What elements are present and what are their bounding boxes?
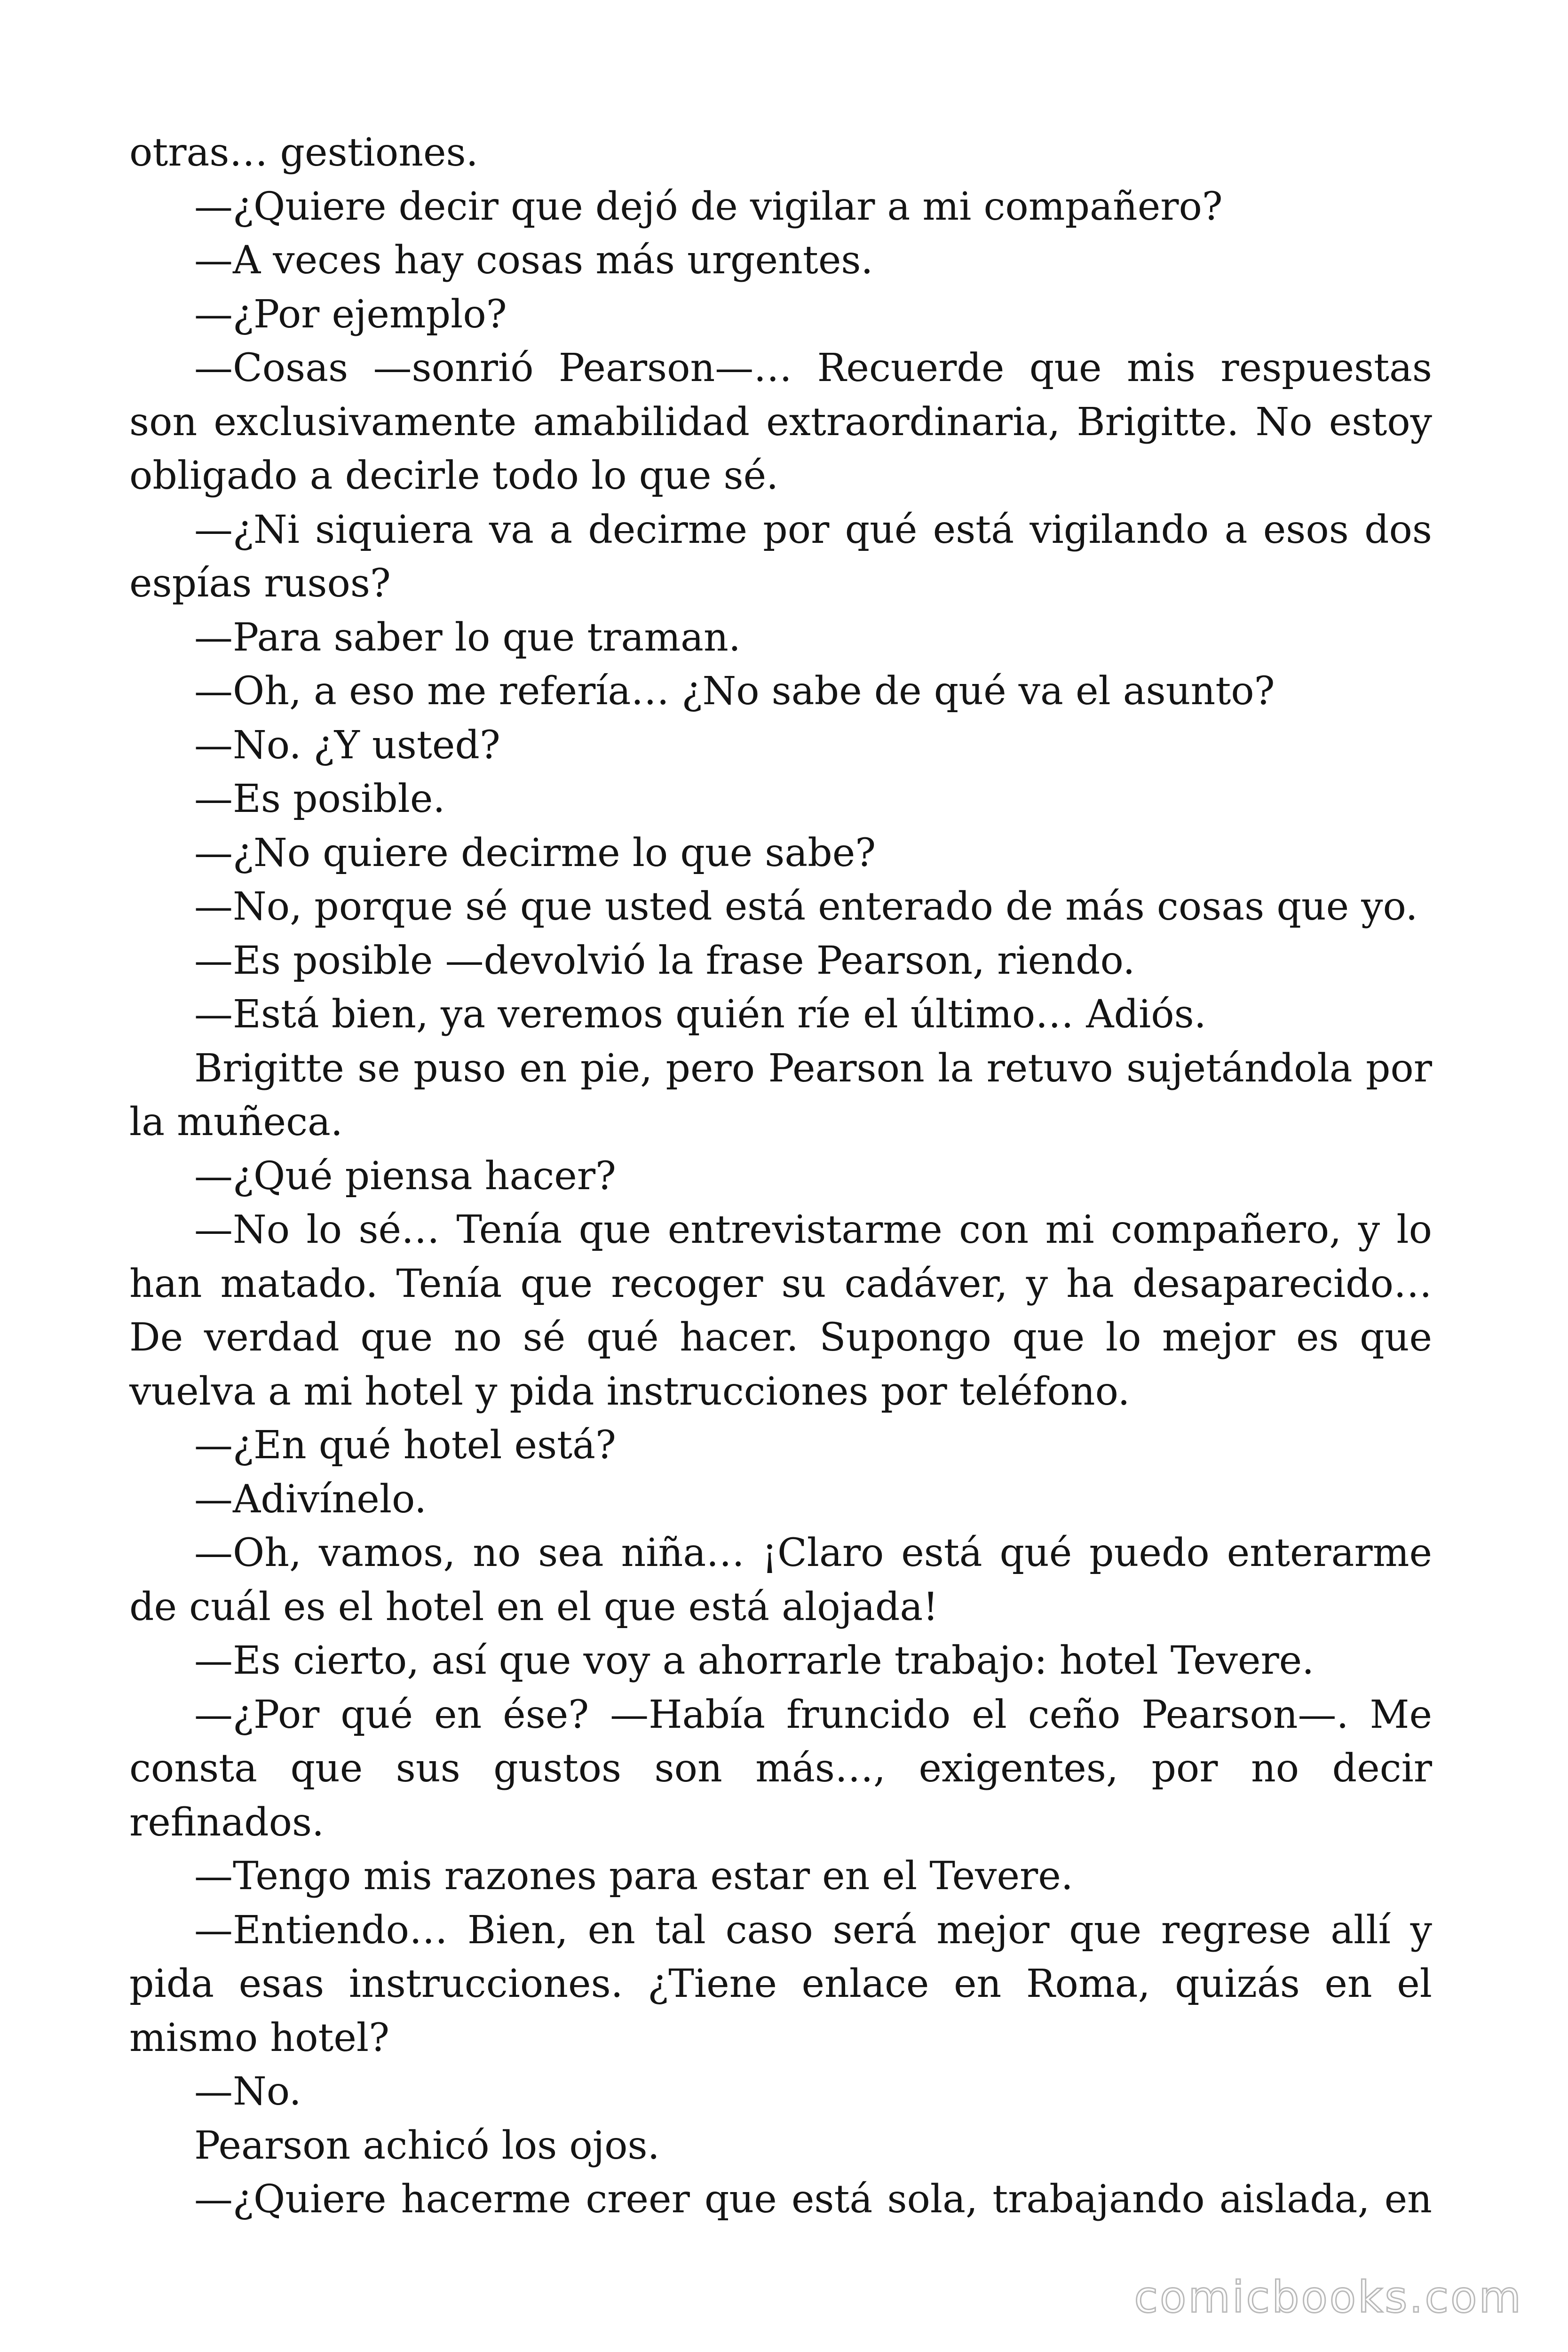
paragraph: otras… gestiones. — [129, 130, 478, 175]
paragraph: —¿Ni siquiera va a decirme por qué está vigilando a esos dos espías rusos? — [129, 507, 1432, 606]
paragraph: —Para saber lo que traman. — [194, 615, 741, 660]
paragraph: —Cosas —sonrió Pearson—… Recuerde que mis respuestas son exclusivamente amabilidad extraordinaria, Brigitte. No estoy obligado a decirle todo lo que sé. — [129, 346, 1432, 498]
paragraph: —Es posible —devolvió la frase Pearson, riendo. — [194, 938, 1135, 983]
paragraph: Pearson achicó los ojos. — [194, 2123, 660, 2168]
paragraph: —No lo sé… Tenía que entrevistarme con mi compañero, y lo han matado. Tenía que recoger su cadáver, y ha desaparecido… De verdad que no sé qué hacer. Supongo que lo mejor es que vuelva a mi hotel y pida instrucciones por teléfono. — [129, 1208, 1432, 1414]
paragraph: —¿Por ejemplo? — [194, 292, 507, 337]
paragraph: —¿En qué hotel está? — [194, 1423, 616, 1468]
paragraph: —A veces hay cosas más urgentes. — [194, 238, 873, 283]
watermark: comicbooks.com — [1134, 2272, 1523, 2322]
paragraph: —Oh, vamos, no sea niña… ¡Claro está qué puedo enterarme de cuál es el hotel en el que está alojada! — [129, 1531, 1432, 1629]
paragraph: —No, porque sé que usted está enterado de más cosas que yo. — [194, 884, 1418, 929]
body-text — [129, 126, 1432, 2227]
paragraph: —¿Quiere decir que dejó de vigilar a mi compañero? — [194, 184, 1223, 229]
paragraph: —Está bien, ya veremos quién ríe el último… Adiós. — [194, 992, 1206, 1037]
paragraph: —No. ¿Y usted? — [194, 723, 500, 768]
paragraph: —Es cierto, así que voy a ahorrarle trabajo: hotel Tevere. — [194, 1638, 1315, 1683]
paragraph: —¿Qué piensa hacer? — [194, 1153, 616, 1199]
paragraph: —¿Quiere hacerme creer que está sola, trabajando aislada, en — [194, 2177, 1432, 2222]
paragraph: —No. — [194, 2069, 301, 2114]
paragraph: Brigitte se puso en pie, pero Pearson la retuvo sujetándola por la muñeca. — [129, 1046, 1432, 1144]
paragraph: —Tengo mis razones para estar en el Tevere. — [194, 1854, 1073, 1899]
paragraph: —¿Por qué en ése? —Había fruncido el ceño Pearson—. Me consta que sus gustos son más…, exigentes, por no decir refinados. — [129, 1692, 1432, 1845]
paragraph: —Oh, a eso me refería… ¿No sabe de qué va el asunto? — [194, 669, 1275, 714]
paragraph: —Adivínelo. — [194, 1477, 427, 1522]
paragraph: —¿No quiere decirme lo que sabe? — [194, 830, 876, 875]
paragraph: —Es posible. — [194, 777, 445, 821]
paragraph: —Entiendo… Bien, en tal caso será mejor que regrese allí y pida esas instrucciones. ¿Tiene enlace en Roma, quizás en el mismo hotel? — [129, 1907, 1432, 2060]
